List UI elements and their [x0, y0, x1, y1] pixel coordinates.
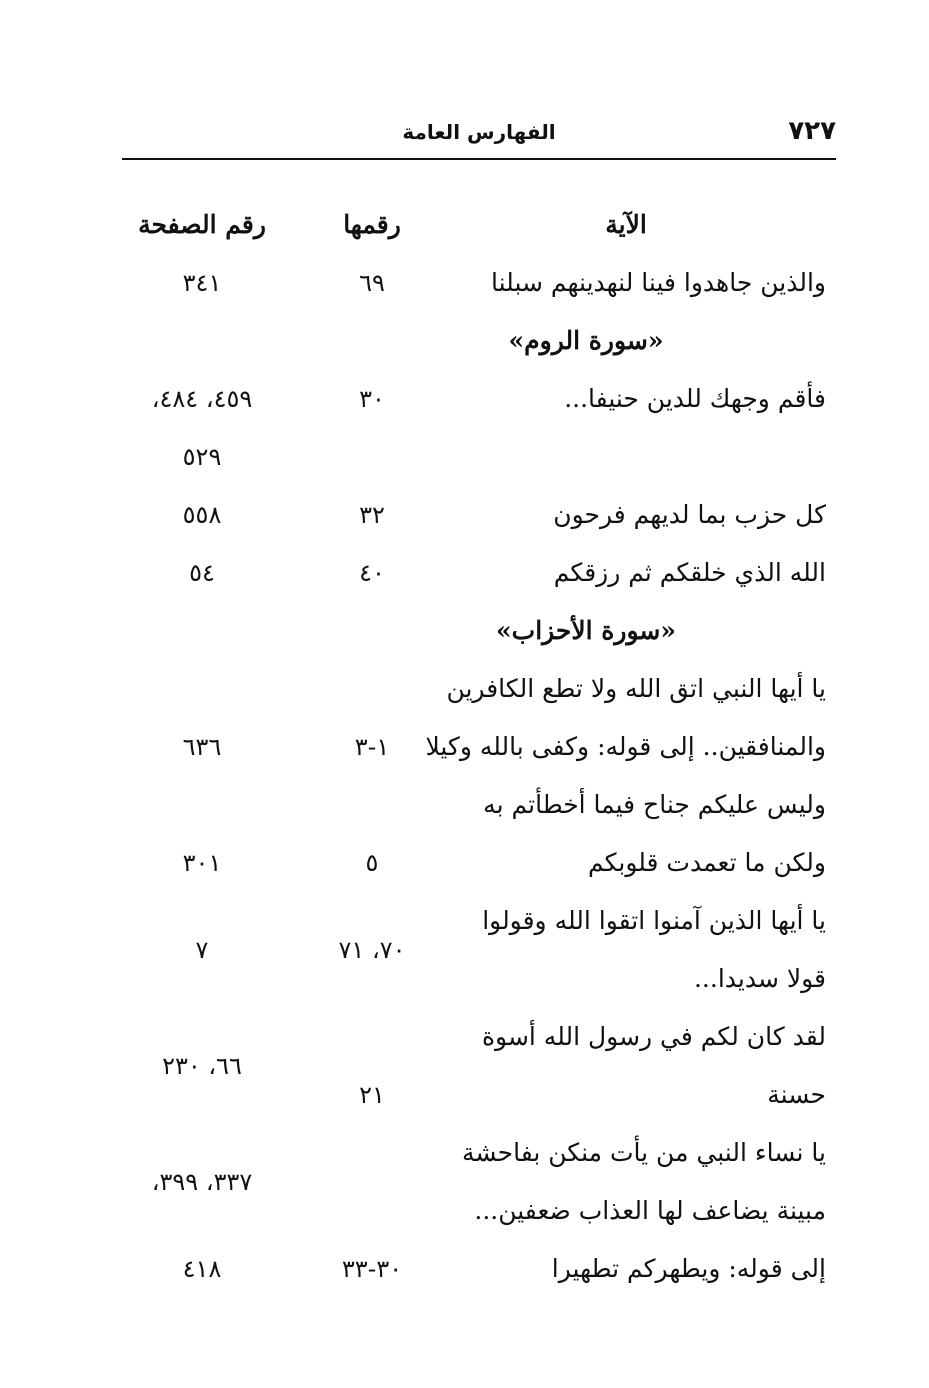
page-reference: ٦٦، ٢٣٠ [162, 1052, 242, 1080]
page-reference: ٥٥٨ [182, 501, 222, 529]
column-header-page: رقم الصفحة [138, 210, 266, 239]
verse-text: لقد كان لكم في رسول الله أسوة [481, 1022, 826, 1051]
verse-text-continued: ولكن ما تعمدت قلوبكم [587, 848, 826, 877]
verse-index-table [122, 196, 836, 1298]
verse-number: ٦٩ [359, 269, 385, 297]
table-row [122, 544, 836, 602]
table-row [122, 1008, 836, 1124]
page-reference-continued: ٥٢٩ [182, 443, 222, 471]
verse-text-continued: والمنافقين.. إلى قوله: وكفى بالله وكيلا [425, 732, 826, 761]
table-row [122, 486, 836, 544]
verse-text: فأقم وجهك للدين حنيفا... [564, 384, 826, 413]
table-row [122, 1240, 836, 1298]
table-row [122, 370, 836, 486]
verse-text: والذين جاهدوا فينا لنهدينهم سبلنا [491, 268, 826, 297]
table-row [122, 892, 836, 1008]
page-reference: ٦٣٦ [182, 733, 222, 761]
surah-heading: «سورة الروم» [508, 326, 664, 355]
table-row [122, 776, 836, 892]
surah-heading-row [122, 602, 836, 660]
verse-number: ٣٠ [359, 385, 385, 413]
column-header-number: رقمها [343, 210, 401, 239]
surah-heading: «سورة الأحزاب» [496, 616, 676, 645]
verse-text-continued: مبينة يضاعف لها العذاب ضعفين... [474, 1196, 826, 1225]
verse-number: ٤٠ [359, 559, 385, 587]
verse-number: ١-٣ [354, 733, 390, 761]
verse-number: ٧٠، ٧١ [338, 936, 406, 964]
page-number: ٧٢٧ [788, 116, 836, 146]
verse-text: يا أيها الذين آمنوا اتقوا الله وقولوا [482, 906, 826, 935]
verse-number: ٣٠-٣٣ [341, 1255, 403, 1283]
page-reference: ٣٣٧، ٣٩٩، [151, 1168, 253, 1196]
verse-text: وليس عليكم جناح فيما أخطأتم به [483, 790, 826, 819]
page-reference: ٥٤ [189, 559, 215, 587]
verse-text-continued: حسنة [767, 1080, 826, 1109]
verse-text: يا أيها النبي اتق الله ولا تطع الكافرين [446, 674, 826, 703]
verse-text: إلى قوله: ويطهركم تطهيرا [551, 1254, 826, 1283]
verse-text: الله الذي خلقكم ثم رزقكم [553, 558, 826, 587]
table-row [122, 660, 836, 776]
page-reference: ٧ [195, 936, 209, 964]
surah-heading-row [122, 312, 836, 370]
table-row [122, 254, 836, 312]
verse-text: كل حزب بما لديهم فرحون [553, 500, 826, 529]
page-header [122, 114, 836, 160]
page-reference: ٤٥٩، ٤٨٤، [151, 385, 253, 413]
table-header-row [122, 196, 836, 254]
table-row [122, 1124, 836, 1240]
page-reference: ٣٠١ [182, 849, 222, 877]
running-title: الفهارس العامة [402, 120, 556, 144]
column-header-verse: الآية [605, 210, 647, 239]
page-reference: ٣٤١ [182, 269, 222, 297]
verse-number: ٢١ [359, 1081, 385, 1109]
page-reference: ٤١٨ [182, 1255, 222, 1283]
verse-text-continued: قولا سديدا... [693, 964, 826, 993]
verse-number: ٥ [365, 849, 379, 877]
verse-number: ٣٢ [359, 501, 385, 529]
verse-text: يا نساء النبي من يأت منكن بفاحشة [461, 1138, 826, 1167]
